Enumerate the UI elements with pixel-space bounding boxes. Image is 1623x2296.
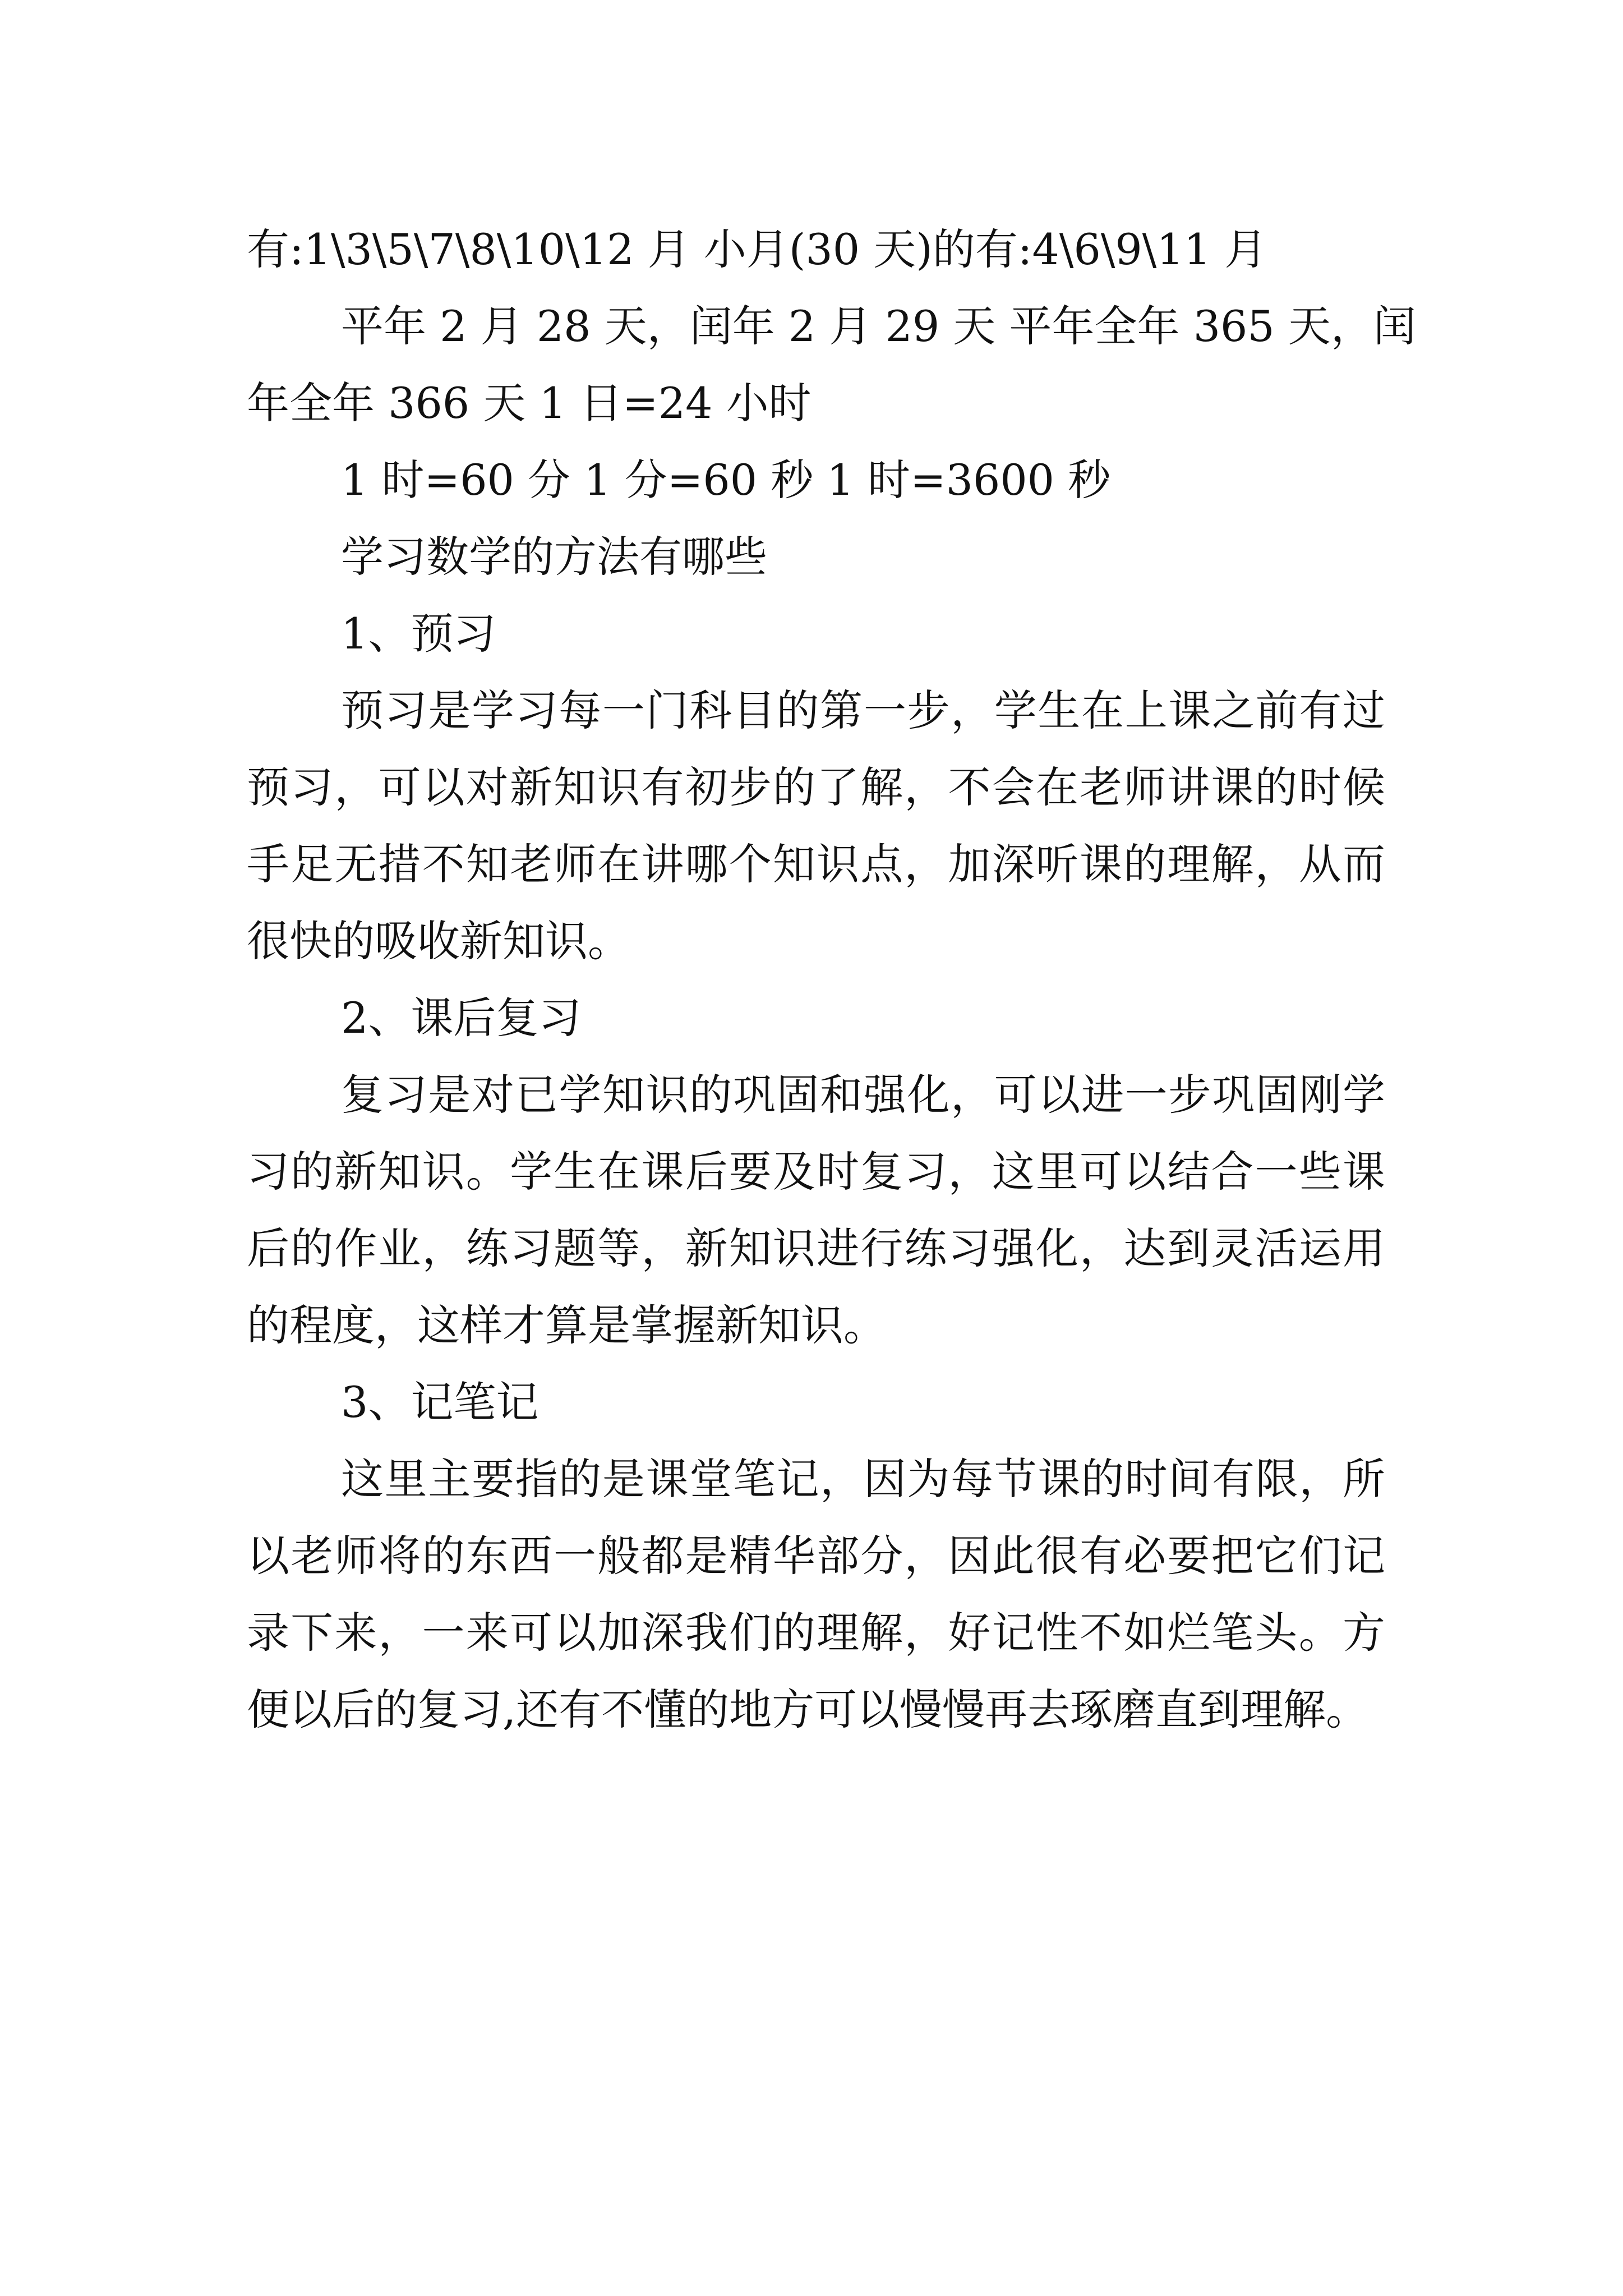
paragraph-preview: 预习是学习每一门科目的第一步，学生在上课之前有过预习，可以对新知识有初步的了解，不会在老师讲课的时候手足无措不知老师在讲哪个知识点，加深听课的理解，从而很快的吸收新知识。	[247, 685, 1385, 966]
text-line-months: 有:1\3\5\7\8\10\12 月 小月(30 天)的有:4\6\9\11 月	[247, 224, 1267, 274]
paragraph-notes: 这里主要指的是课堂笔记，因为每节课的时间有限，所以老师将的东西一般都是精华部分，因此很有必要把它们记录下来，一来可以加深我们的理解，好记性不如烂笔头。方便以后的复习,还有不懂的地方可以慢慢再去琢磨直到理解。	[247, 1454, 1385, 1734]
section-title-study-methods: 学习数学的方法有哪些	[341, 532, 767, 582]
paragraph-review: 复习是对已学知识的巩固和强化，可以进一步巩固刚学习的新知识。学生在课后要及时复习，这里可以结合一些课后的作业，练习题等，新知识进行练习强化，达到灵活运用的程度，这样才算是掌握新知识。	[247, 1070, 1385, 1350]
heading-review: 2、课后复习	[341, 993, 582, 1043]
heading-notes: 3、记笔记	[341, 1377, 539, 1427]
document-body	[247, 211, 1416, 1748]
text-line-year-days: 年全年 366 天 1 日=24 小时	[247, 378, 811, 428]
heading-preview: 1、预习	[341, 609, 496, 659]
text-line-time-units: 1 时=60 分 1 分=60 秒 1 时=3600 秒	[341, 455, 1111, 505]
text-line-february: 平年 2 月 28 天，闰年 2 月 29 天 平年全年 365 天，闰	[341, 301, 1416, 351]
